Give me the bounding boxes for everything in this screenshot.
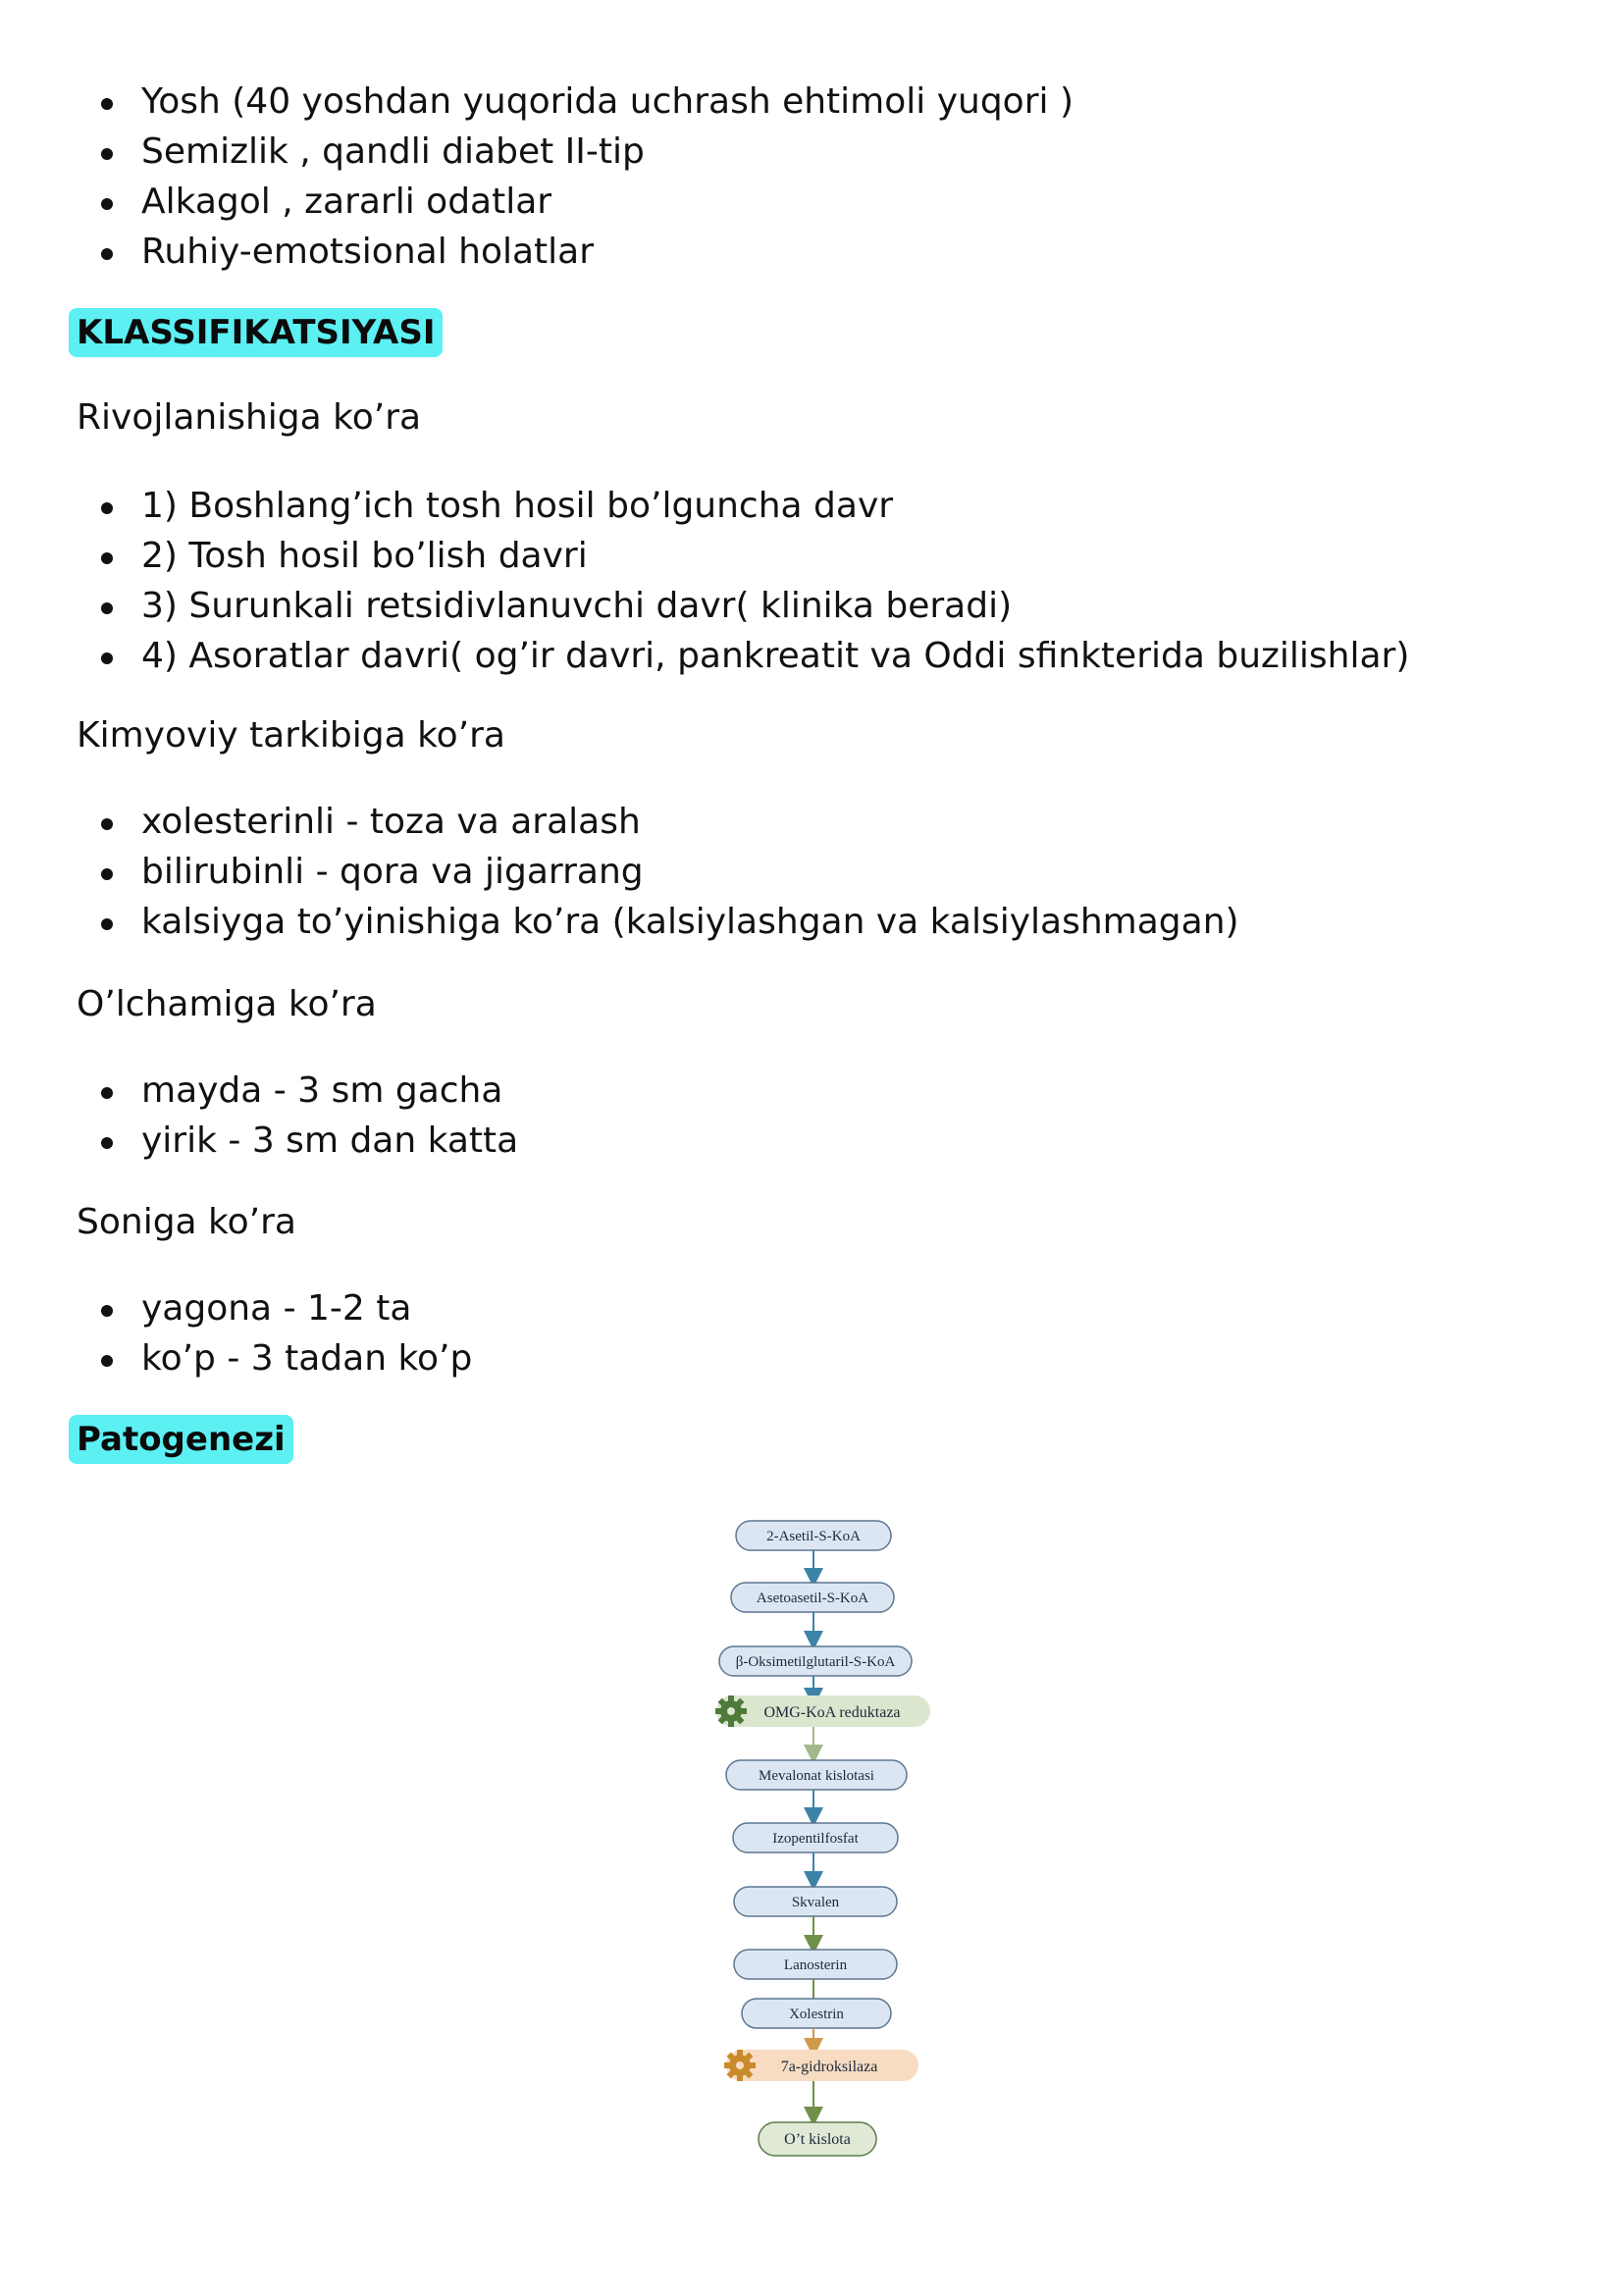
pathway-node-label: β-Oksimetilglutaril-S-KoA (735, 1654, 896, 1670)
gear-icon (724, 2050, 756, 2081)
pathway-node-8 (742, 1999, 891, 2028)
list-item: kalsiyga to’yinishiga ko’ra (kalsiylashgan va kalsiylashmagan) (98, 897, 1239, 947)
size-list (98, 1066, 518, 1166)
list-item: 2) Tosh hosil bo’lish davri (98, 531, 1409, 581)
classification-heading: KLASSIFIKATSIYASI (69, 308, 443, 357)
cholesterol-pathway-diagram (687, 1501, 962, 2237)
pathway-node-label: 2-Asetil-S-KoA (766, 1529, 861, 1544)
development-list (98, 481, 1409, 681)
gear-icon (715, 1695, 747, 1727)
enzyme-omg-koa-reduktaza (715, 1695, 930, 1727)
list-item: Alkagol , zararli odatlar (98, 177, 1074, 227)
pathway-node-label: O’t kislota (784, 2131, 851, 2148)
pathway-node-label: Xolestrin (789, 2007, 844, 2022)
pathway-svg (687, 1501, 962, 2237)
list-item: Yosh (40 yoshdan yuqorida uchrash ehtimoli yuqori ) (98, 77, 1074, 127)
enzyme-label: OMG-KoA reduktaza (763, 1704, 901, 1721)
pathogenesis-heading: Patogenezi (69, 1415, 293, 1464)
list-item: mayda - 3 sm gacha (98, 1066, 518, 1116)
list-item: ko’p - 3 tadan ko’p (98, 1333, 472, 1383)
enzyme-label: 7a-gidroksilaza (780, 2059, 878, 2075)
count-subheading: Soniga ko’ra (77, 1202, 296, 1242)
pathway-node-label: Lanosterin (783, 1957, 848, 1973)
list-item: 1) Boshlang’ich tosh hosil bo’lguncha davr (98, 481, 1409, 531)
pathway-node-1 (736, 1521, 891, 1550)
pathway-node-label: Mevalonat kislotasi (759, 1768, 874, 1784)
enzyme-7a-gidroksilaza (724, 2050, 918, 2081)
list-item: 4) Asoratlar davri( og’ir davri, pankreatit va Oddi sfinkterida buzilishlar) (98, 631, 1409, 681)
pathway-node-7 (734, 1950, 897, 1979)
pathway-node-3 (719, 1646, 912, 1676)
composition-list (98, 797, 1239, 947)
pathway-node-label: Asetoasetil-S-KoA (756, 1591, 869, 1606)
count-list (98, 1283, 472, 1383)
list-item: yirik - 3 sm dan katta (98, 1116, 518, 1166)
list-item: bilirubinli - qora va jigarrang (98, 847, 1239, 897)
risk-factors-list (98, 77, 1074, 277)
pathway-node-2 (731, 1583, 894, 1612)
pathway-node-6 (734, 1887, 897, 1916)
list-item: xolesterinli - toza va aralash (98, 797, 1239, 847)
pathway-node-4 (726, 1760, 907, 1790)
development-subheading: Rivojlanishiga ko’ra (77, 397, 422, 438)
list-item: Semizlik , qandli diabet II-tip (98, 127, 1074, 177)
list-item: 3) Surunkali retsidivlanuvchi davr( klinika beradi) (98, 581, 1409, 631)
pathway-node-label: Izopentilfosfat (772, 1831, 859, 1847)
composition-subheading: Kimyoviy tarkibiga ko’ra (77, 715, 505, 756)
pathway-node-5 (733, 1823, 898, 1852)
list-item: Ruhiy-emotsional holatlar (98, 227, 1074, 277)
pathway-node-9 (759, 2122, 876, 2156)
list-item: yagona - 1-2 ta (98, 1283, 472, 1333)
size-subheading: O’lchamiga ko’ra (77, 984, 377, 1024)
pathway-node-label: Skvalen (791, 1895, 840, 1910)
